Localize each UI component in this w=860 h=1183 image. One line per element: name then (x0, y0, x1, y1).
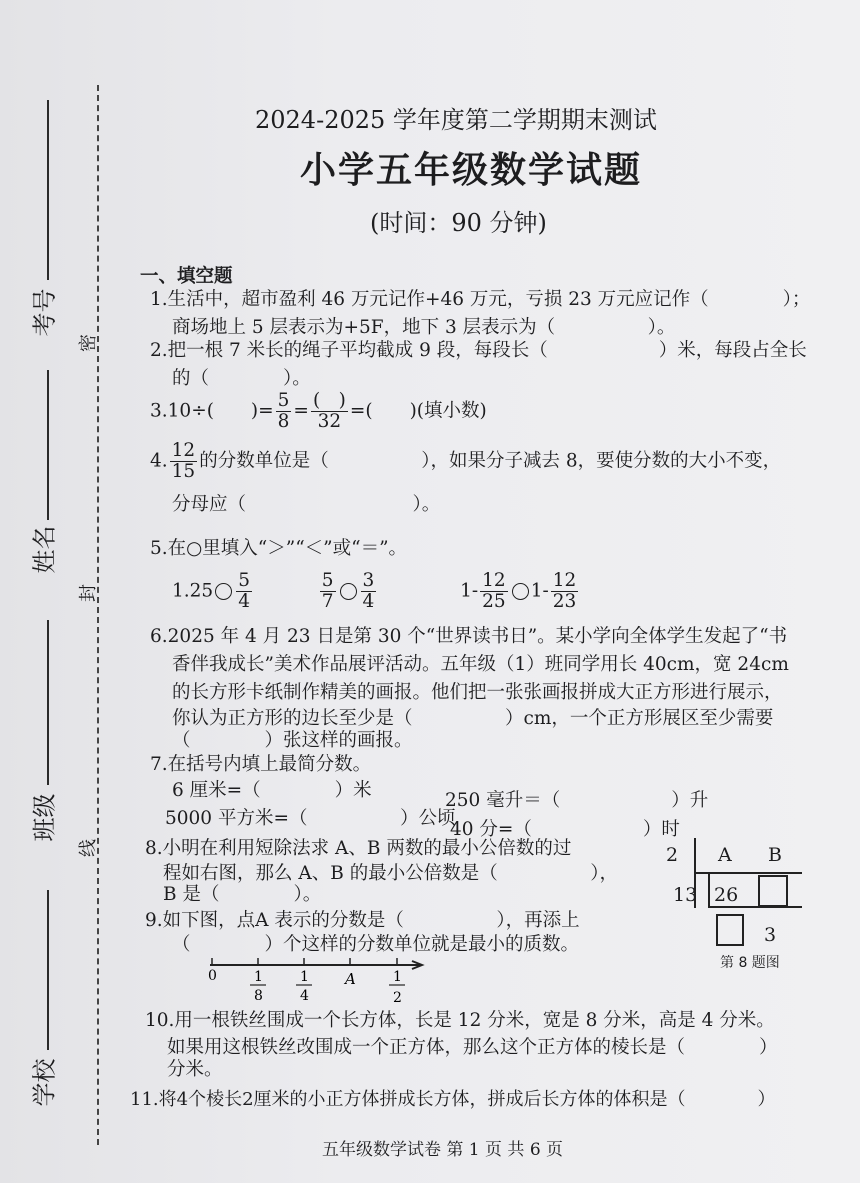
q2-line1: 2.把一根 7 米长的绳子平均截成 9 段，每段长（ ）米，每段占全长 (150, 340, 807, 361)
q6-line2: 香伴我成长”美术作品展评活动。五年级（1）班同学用长 40cm，宽 24cm (172, 654, 789, 675)
exam-main-title: 小学五年级数学试题 (300, 149, 643, 191)
seal-dashed-line (97, 85, 99, 1145)
q1-line1: 1.生活中，超市盈利 46 万元记作+46 万元，亏损 23 万元应记作（ ）； (150, 289, 811, 310)
q4-num: 12 (171, 440, 196, 461)
q9-line2: （ ）个这样的分数单位就是最小的质数。 (172, 934, 580, 955)
q3-suffix: =( )(填小数) (349, 400, 487, 422)
q5b-den1: 7 (321, 590, 334, 612)
q5c-frac1 (480, 572, 508, 611)
q4-den: 15 (171, 460, 196, 482)
nl-label-1-2-num: 1 (393, 969, 402, 985)
q5c-frac2 (551, 572, 579, 611)
kaohao-line (47, 100, 49, 280)
q5c-den2: 23 (552, 590, 577, 612)
q7-a: 6 厘米=（ ）米 (172, 780, 372, 801)
q7-b: 250 毫升＝（ ）升 (445, 790, 709, 811)
banji-label: 班级 (30, 793, 59, 842)
fig8-3: 3 (764, 924, 777, 946)
q5b-frac1 (320, 572, 336, 611)
seal-feng: 封 (78, 584, 99, 602)
nl-label-0: 0 (208, 968, 217, 984)
q5a-left: 1.25 (172, 580, 214, 602)
xuexiao-label: 学校 (30, 1058, 59, 1107)
section-title: 一、填空题 (140, 266, 233, 287)
fig8-blank-box-a (716, 914, 744, 946)
page-footer: 五年级数学试卷 第 1 页 共 6 页 (322, 1140, 564, 1160)
q4-text: 的分数单位是（ ），如果分子减去 8，要使分数的大小不变， (199, 450, 782, 472)
q2-line2: 的（ ）。 (172, 368, 311, 389)
q11-line1: 11.将4个棱长2厘米的小正方体拼成长方体，拼成后长方体的体积是（ ） (130, 1089, 776, 1110)
exam-year-title: 2024-2025 学年度第二学期期末测试 (255, 106, 657, 134)
q1-line2: 商场地上 5 层表示为+5F，地下 3 层表示为（ ）。 (172, 317, 676, 338)
q8-line2: 程如右图，那么 A、B 的最小公倍数是（ ）， (163, 863, 618, 884)
q4-line2: 分母应（ ）。 (172, 494, 441, 515)
fig8-b: B (768, 844, 782, 866)
q5-items (172, 572, 580, 611)
compare-circle-icon (215, 583, 232, 600)
fig8-vline2 (708, 872, 710, 908)
q5b-num1: 5 (321, 570, 334, 591)
xuexiao-line (47, 890, 49, 1050)
nl-label-1-4-num: 1 (300, 969, 309, 985)
q3-eq: = (293, 400, 309, 422)
q5b-frac2 (361, 572, 377, 611)
seal-mi: 密 (78, 334, 99, 352)
fig8-26: 26 (714, 884, 739, 906)
q5c-den1: 25 (482, 590, 506, 612)
fig8-blank-box-b (758, 875, 788, 907)
q5c-left: 1- (460, 580, 479, 602)
fig8-divisor-2: 2 (666, 844, 679, 866)
q7-d: 40 分=（ ）时 (450, 819, 680, 840)
fig8-divisor-13: 13 (673, 884, 698, 906)
q10-line3: 分米。 (167, 1059, 223, 1080)
fig8-hline1 (694, 872, 802, 874)
q5b-den2: 4 (362, 590, 375, 612)
q7-c: 5000 平方米=（ ）公顷 (165, 808, 456, 829)
q3-f2-den: 32 (311, 411, 348, 432)
q8-line1: 8.小明在利用短除法求 A、B 两数的最小公倍数的过 (145, 838, 572, 859)
q7-title: 7.在括号内填上最简分数。 (150, 754, 372, 775)
seal-xian: 线 (78, 839, 99, 857)
exam-time: (时间：90 分钟) (370, 209, 547, 237)
nl-label-1-2-den: 2 (393, 990, 402, 1006)
fig8-a: A (718, 844, 732, 866)
q8-line3: B 是（ ）。 (163, 884, 322, 905)
q10-line2: 如果用这根铁丝改围成一个正方体，那么这个正方体的棱长是（ ） (167, 1037, 778, 1058)
q6-line3: 的长方形卡纸制作精美的画报。他们把一张张画报拼成大正方形进行展示， (172, 682, 783, 703)
q5a-frac (236, 572, 252, 611)
q3-frac2 (311, 392, 348, 431)
q3-f1-num: 5 (277, 390, 290, 411)
q5c-mid: 1- (530, 580, 549, 602)
fig8-hline2 (708, 906, 802, 908)
q5a-den: 4 (238, 590, 250, 612)
nl-point-a: A (345, 970, 356, 988)
compare-circle-icon (512, 583, 529, 600)
q5b-num2: 3 (362, 570, 375, 591)
q3-frac1 (276, 392, 292, 431)
q3-prefix: 3.10÷( )= (150, 400, 274, 422)
fig8-caption: 第 8 题图 (720, 955, 780, 971)
q4-frac (170, 442, 198, 481)
q5c-num1: 12 (482, 570, 506, 591)
q3 (150, 392, 487, 431)
xingming-label: 姓名 (30, 525, 59, 574)
q3-f1-den: 8 (277, 410, 290, 432)
q10-line1: 10.用一根铁丝围成一个长方体，长是 12 分米，宽是 8 分米，高是 4 分米。 (145, 1010, 775, 1031)
nl-label-1-8-num: 1 (254, 969, 263, 985)
compare-circle-icon (340, 583, 357, 600)
kaohao-label: 考号 (30, 288, 59, 337)
q3-f2-num: ( ) (312, 390, 346, 411)
q6-line1: 6.2025 年 4 月 23 日是第 30 个“世界读书日”。某小学向全体学生发起了“书 (150, 626, 788, 647)
q5a-num: 5 (238, 570, 250, 591)
q6-line4: 你认为正方形的边长至少是（ ）cm，一个正方形展区至少需要 (172, 708, 774, 729)
q4-prefix: 4. (150, 450, 168, 472)
q5-line1: 5.在○里填入“＞”“＜”或“＝”。 (150, 538, 408, 559)
xingming-line (47, 370, 49, 520)
q4-line1 (150, 442, 781, 481)
q6-line5: （ ）张这样的画报。 (172, 730, 413, 751)
q9-line1: 9.如下图，点A 表示的分数是（ ），再添上 (145, 910, 580, 931)
nl-label-1-4-den: 4 (300, 988, 309, 1004)
q5c-num2: 12 (552, 570, 577, 591)
banji-line (47, 620, 49, 785)
nl-label-1-8-den: 8 (254, 988, 263, 1004)
